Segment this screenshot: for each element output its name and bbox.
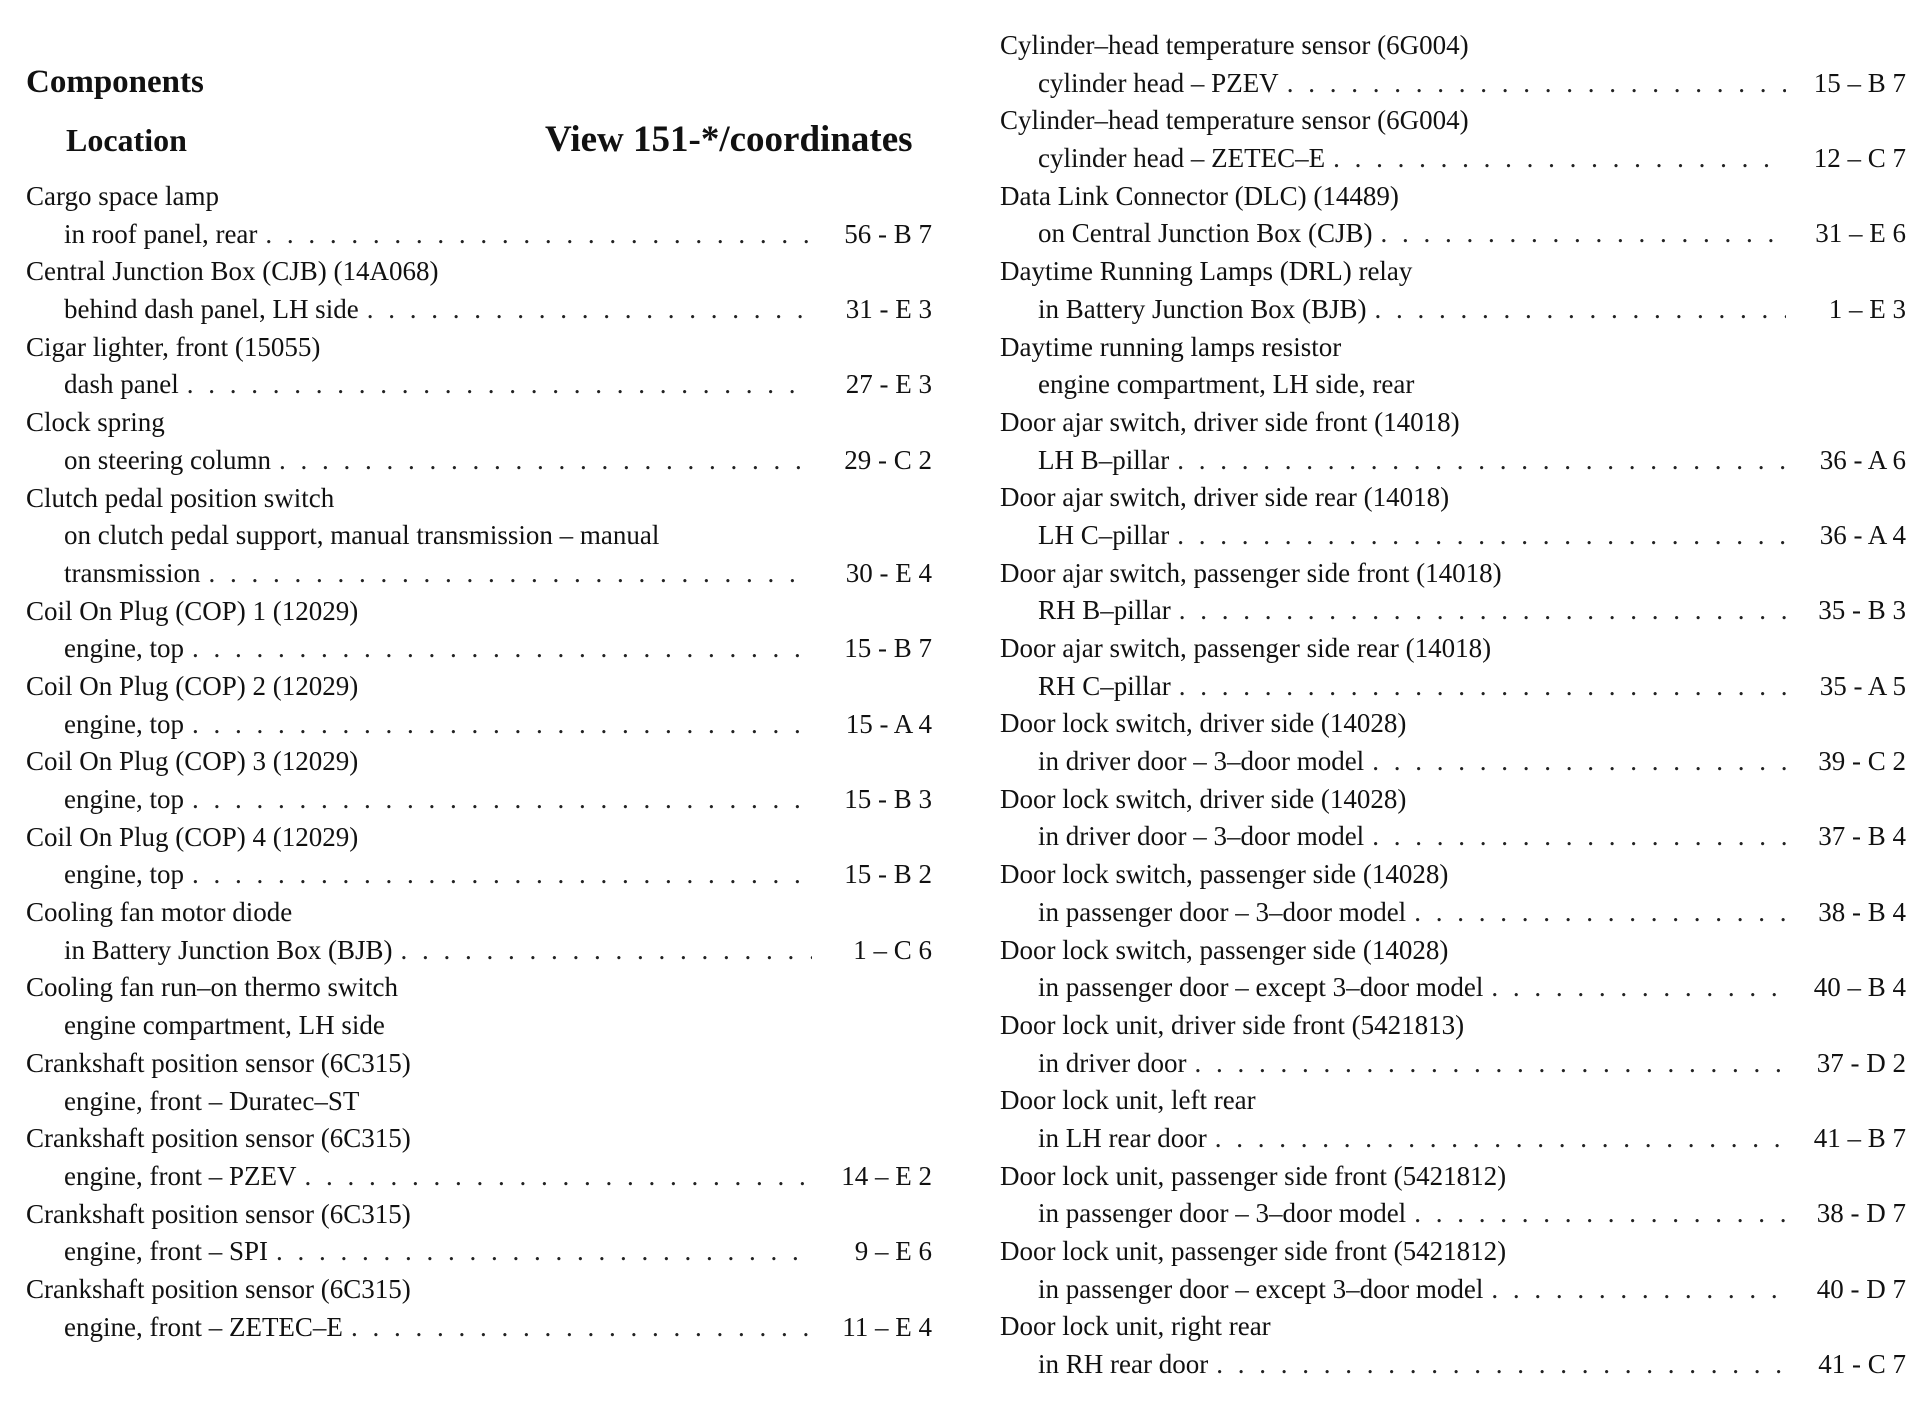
component-entry — [1000, 1158, 1906, 1233]
component-entry — [1000, 705, 1906, 780]
component-entry — [26, 1196, 932, 1271]
view-coordinate: 40 - D 7 — [1816, 1273, 1906, 1304]
view-coordinate: 14 – E 2 — [841, 1160, 932, 1191]
dot-leader — [192, 630, 812, 668]
component-entry — [1000, 404, 1906, 479]
view-coordinate: 38 - B 4 — [1818, 896, 1906, 927]
right-entry-list — [1000, 27, 1906, 1384]
component-name: Door lock unit, passenger side front (5421812) — [1000, 1160, 1507, 1191]
dot-leader — [400, 932, 812, 970]
component-location: cylinder head – PZEV — [1038, 67, 1279, 98]
view-coordinate: 38 - D 7 — [1816, 1198, 1906, 1229]
dot-leader — [1491, 969, 1786, 1007]
left-entry-list — [26, 178, 932, 1346]
view-coordinate: 41 – B 7 — [1813, 1122, 1906, 1153]
dot-leader — [192, 706, 812, 744]
component-entry — [1000, 329, 1906, 404]
component-name: Door ajar switch, passenger side front (14018) — [1000, 557, 1502, 588]
component-entry — [26, 329, 932, 404]
component-location: in Battery Junction Box (BJB) — [64, 934, 393, 965]
view-coordinate: 11 – E 4 — [842, 1311, 932, 1342]
view-coordinate: 40 – B 4 — [1813, 972, 1906, 1003]
component-entry — [1000, 479, 1906, 554]
dot-leader — [279, 442, 812, 480]
dot-leader — [1374, 291, 1786, 329]
view-coordinate: 15 - A 4 — [845, 708, 932, 739]
component-location: engine compartment, LH side, rear — [1038, 369, 1415, 400]
component-entry — [1000, 856, 1906, 931]
component-name: Door ajar switch, driver side front (14018) — [1000, 406, 1460, 437]
component-entry — [26, 593, 932, 668]
view-coordinate: 37 - D 2 — [1816, 1047, 1906, 1078]
component-location: in passenger door – except 3–door model — [1038, 972, 1484, 1003]
component-entry — [26, 819, 932, 894]
view-coordinates-column-heading: View 151-*/coordinates — [545, 119, 913, 160]
component-name: Door lock unit, driver side front (5421813) — [1000, 1009, 1465, 1040]
location-column-heading: Location — [66, 122, 187, 158]
dot-leader — [304, 1158, 812, 1196]
component-location: cylinder head – ZETEC–E — [1038, 143, 1326, 174]
dot-leader — [1177, 517, 1786, 555]
component-entry — [26, 480, 932, 593]
component-name: Crankshaft position sensor (6C315) — [26, 1273, 411, 1304]
component-location: in RH rear door — [1038, 1349, 1209, 1380]
component-location: on steering column — [64, 444, 271, 475]
component-entry — [26, 1271, 932, 1346]
component-name: Door lock unit, passenger side front (5421812) — [1000, 1236, 1507, 1266]
component-name: Coil On Plug (COP) 2 (12029) — [26, 670, 359, 701]
view-coordinate: 9 – E 6 — [854, 1236, 932, 1267]
component-name: Coil On Plug (COP) 3 (12029) — [26, 746, 359, 777]
dot-leader — [1414, 894, 1786, 932]
component-entry — [1000, 555, 1906, 630]
component-entry — [1000, 1233, 1906, 1308]
component-name: Central Junction Box (CJB) (14A068) — [26, 256, 439, 287]
dot-leader — [1179, 668, 1786, 706]
view-coordinate: 36 - A 6 — [1819, 444, 1906, 475]
component-entry — [1000, 932, 1906, 1007]
component-name: Cooling fan motor diode — [26, 897, 293, 928]
component-name: Door lock switch, driver side (14028) — [1000, 783, 1407, 814]
component-location: in passenger door – except 3–door model — [1038, 1273, 1484, 1304]
dot-leader — [1380, 215, 1786, 253]
component-location: engine compartment, LH side — [64, 1010, 385, 1041]
component-name: Door lock unit, right rear — [1000, 1311, 1271, 1342]
component-location: in Battery Junction Box (BJB) — [1038, 293, 1367, 324]
component-location: engine, top — [64, 708, 184, 739]
dot-leader — [1179, 592, 1786, 630]
view-coordinate: 1 – C 6 — [853, 934, 932, 965]
component-entry — [1000, 630, 1906, 705]
component-location: engine, front – ZETEC–E — [64, 1311, 343, 1342]
component-entry — [26, 404, 932, 479]
component-location: LH B–pillar — [1038, 444, 1170, 475]
view-coordinate: 15 - B 2 — [844, 859, 932, 890]
component-location-line: on clutch pedal support, manual transmission – manual — [64, 520, 660, 551]
dot-leader — [1177, 442, 1786, 480]
view-coordinate: 56 - B 7 — [844, 218, 932, 249]
component-entry — [1000, 1082, 1906, 1157]
component-name: Door ajar switch, driver side rear (14018) — [1000, 482, 1450, 513]
component-name: Clutch pedal position switch — [26, 482, 335, 513]
component-location: on Central Junction Box (CJB) — [1038, 218, 1373, 249]
component-location: in passenger door – 3–door model — [1038, 896, 1407, 927]
view-coordinate: 31 - E 3 — [845, 294, 932, 325]
component-location: in driver door – 3–door model — [1038, 746, 1365, 777]
component-name: Daytime Running Lamps (DRL) relay — [1000, 256, 1413, 287]
dot-leader — [265, 216, 812, 254]
component-location: LH C–pillar — [1038, 519, 1170, 550]
dot-leader — [209, 555, 812, 593]
component-location: transmission — [64, 557, 201, 588]
component-name: Cooling fan run–on thermo switch — [26, 972, 398, 1003]
component-name: Door lock switch, driver side (14028) — [1000, 708, 1407, 739]
component-location: in driver door – 3–door model — [1038, 821, 1365, 852]
dot-leader — [1215, 1120, 1786, 1158]
dot-leader — [367, 291, 812, 329]
component-name: Cargo space lamp — [26, 181, 219, 211]
component-entry — [26, 894, 932, 969]
component-entry — [1000, 27, 1906, 102]
dot-leader — [276, 1233, 812, 1271]
component-location: RH B–pillar — [1038, 595, 1171, 626]
component-location: dash panel — [64, 369, 179, 400]
view-coordinate: 27 - E 3 — [845, 369, 932, 400]
component-entry — [1000, 102, 1906, 177]
component-name: Daytime running lamps resistor — [1000, 331, 1342, 362]
component-location: engine, top — [64, 859, 184, 890]
component-name: Door lock switch, passenger side (14028) — [1000, 859, 1449, 890]
component-name: Door ajar switch, passenger side rear (14018) — [1000, 633, 1492, 663]
component-entry — [1000, 178, 1906, 253]
component-name: Coil On Plug (COP) 1 (12029) — [26, 595, 359, 626]
component-entry — [26, 253, 932, 328]
view-coordinate: 36 - A 4 — [1819, 519, 1906, 550]
view-coordinate: 31 – E 6 — [1815, 218, 1906, 249]
component-location: RH C–pillar — [1038, 670, 1171, 701]
component-name: Crankshaft position sensor (6C315) — [26, 1047, 411, 1078]
component-location: behind dash panel, LH side — [64, 294, 359, 325]
component-name: Coil On Plug (COP) 4 (12029) — [26, 821, 359, 852]
view-coordinate: 15 - B 3 — [844, 784, 932, 814]
view-coordinate: 12 – C 7 — [1813, 143, 1906, 174]
component-location: engine, front – SPI — [64, 1236, 268, 1267]
view-coordinate: 15 – B 7 — [1813, 67, 1906, 98]
component-entry — [1000, 253, 1906, 328]
dot-leader — [1491, 1271, 1786, 1309]
component-name: Data Link Connector (DLC) (14489) — [1000, 180, 1399, 211]
component-name: Clock spring — [26, 407, 165, 438]
dot-leader — [351, 1309, 812, 1347]
component-location: engine, front – PZEV — [64, 1160, 297, 1191]
component-location: in roof panel, rear — [64, 218, 258, 249]
component-name: Crankshaft position sensor (6C315) — [26, 1198, 411, 1229]
view-coordinate: 41 - C 7 — [1818, 1349, 1906, 1380]
view-coordinate: 35 - A 5 — [1819, 670, 1906, 701]
dot-leader — [1287, 65, 1786, 103]
component-entry — [1000, 781, 1906, 856]
view-coordinate: 29 - C 2 — [844, 444, 932, 475]
component-name: Door lock unit, left rear — [1000, 1085, 1256, 1116]
component-entry — [26, 668, 932, 743]
component-name: Cylinder–head temperature sensor (6G004) — [1000, 30, 1469, 60]
component-entry — [26, 1120, 932, 1195]
view-coordinate: 1 – E 3 — [1828, 293, 1906, 324]
component-name: Door lock switch, passenger side (14028) — [1000, 934, 1449, 965]
dot-leader — [1194, 1045, 1786, 1083]
component-location: in driver door — [1038, 1047, 1187, 1078]
component-entry — [1000, 1308, 1906, 1383]
dot-leader — [1372, 818, 1786, 856]
component-name: Cigar lighter, front (15055) — [26, 331, 321, 362]
component-location: in passenger door – 3–door model — [1038, 1198, 1407, 1229]
component-name: Crankshaft position sensor (6C315) — [26, 1123, 411, 1154]
component-entry — [1000, 1007, 1906, 1082]
component-entry — [26, 969, 932, 1044]
dot-leader — [1372, 743, 1786, 781]
view-coordinate: 15 - B 7 — [844, 633, 932, 664]
component-entry — [26, 178, 932, 253]
dot-leader — [192, 856, 812, 894]
view-coordinate: 39 - C 2 — [1818, 746, 1906, 777]
component-location: in LH rear door — [1038, 1122, 1207, 1153]
dot-leader — [187, 366, 812, 404]
page-heading: Components — [26, 64, 204, 100]
dot-leader — [1216, 1346, 1786, 1384]
view-coordinate: 30 - E 4 — [845, 557, 932, 588]
component-entry — [26, 1045, 932, 1120]
component-entry — [26, 743, 932, 818]
dot-leader — [192, 781, 812, 819]
component-name: Cylinder–head temperature sensor (6G004) — [1000, 105, 1469, 136]
dot-leader — [1333, 140, 1786, 178]
dot-leader — [1414, 1195, 1786, 1233]
view-coordinate: 37 - B 4 — [1818, 821, 1906, 852]
view-coordinate: 35 - B 3 — [1818, 595, 1906, 626]
component-location: engine, top — [64, 633, 184, 664]
component-location: engine, front – Duratec–ST — [64, 1085, 360, 1116]
component-location: engine, top — [64, 784, 184, 814]
